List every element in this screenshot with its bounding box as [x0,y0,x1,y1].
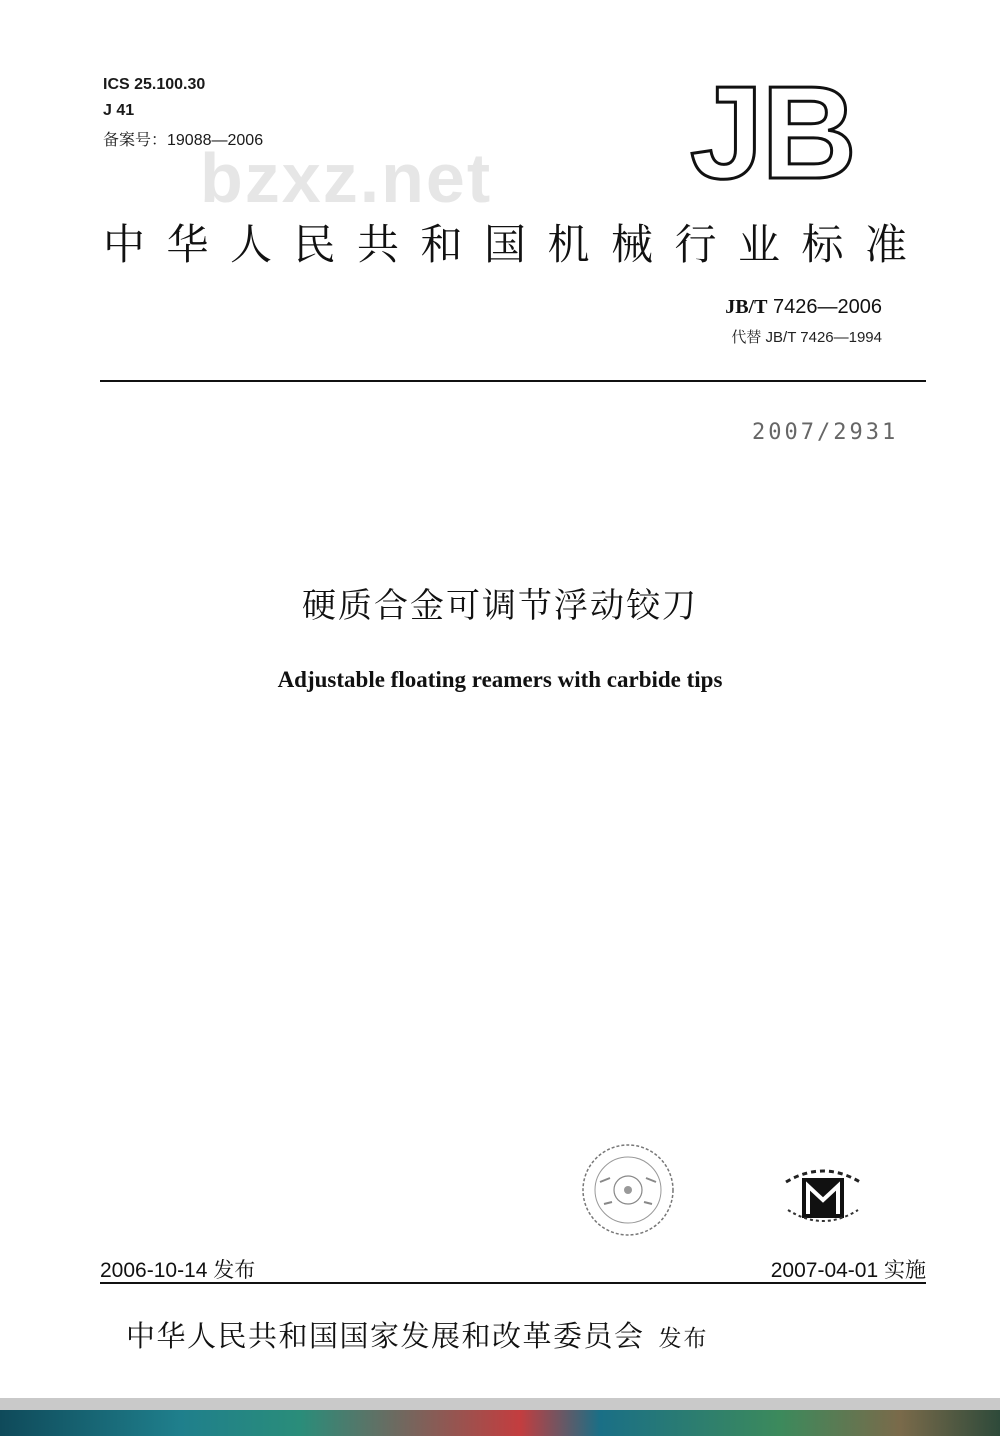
issuer [126,1314,709,1355]
publisher-emblem-icon [778,1160,868,1232]
replaces-standard: 代替 JB/T 7426—1994 [731,329,882,346]
jb-logo: JB [690,59,855,206]
stamp-number: 2007/2931 [752,420,899,445]
next-page-preview [0,1410,1000,1436]
issuer-name: 中华人民共和国国家发展和改革委员会 [126,1319,645,1353]
standard-category-title: 中华人民共和国机械行业标准 [103,220,929,269]
watermark: bzxz.net [200,139,493,217]
implementation-date: 2007-04-01 实施 [770,1259,926,1282]
document-title-en: Adjustable floating reamers with carbide tips [277,667,723,692]
ics-code: ICS 25.100.30 [103,76,206,93]
standard-code-prefix: JB/T [725,296,768,318]
standard-code [725,296,882,319]
publish-date: 2006-10-14 发布 [100,1259,256,1282]
page-separator [0,1398,1000,1410]
document-title-cn: 硬质合金可调节浮动铰刀 [302,586,698,626]
issuer-suffix: 发布 [658,1326,709,1352]
class-code: J 41 [103,102,135,119]
filing-number: 备案号：19088—2006 [103,132,264,149]
bottom-divider [100,1282,926,1284]
round-seal-icon [580,1142,676,1238]
standard-code-number: 7426—2006 [773,296,882,318]
top-divider [100,380,926,382]
